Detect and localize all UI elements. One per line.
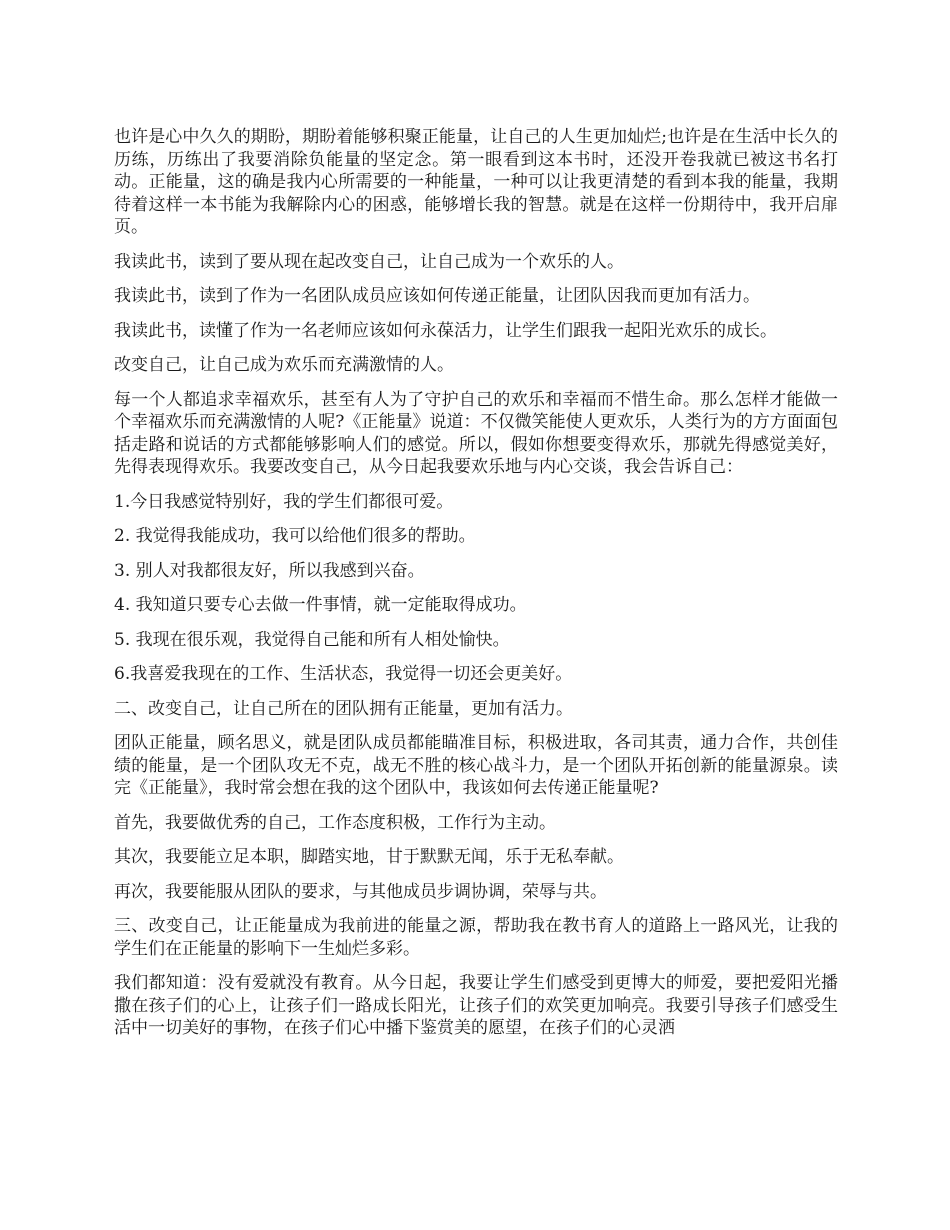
list-item-5: 5. 我现在很乐观，我觉得自己能和所有人相处愉快。 — [114, 629, 510, 650]
list-item-6: 6.我喜爱我现在的工作、生活状态，我觉得一切还会更美好。 — [114, 664, 573, 684]
paragraph-read-3: 我读此书，读懂了作为一名老师应该如何永葆活力，让学生们跟我一起阳光欢乐的成长。 — [114, 320, 777, 341]
list-item-3: 3. 别人对我都很友好，所以我感到兴奋。 — [114, 560, 425, 581]
section-heading-1: 改变自己，让自己成为欢乐而充满激情的人。 — [114, 355, 454, 375]
list-item-2: 2. 我觉得我能成功，我可以给他们很多的帮助。 — [114, 526, 476, 546]
document-body — [114, 126, 838, 1052]
paragraph-read-1: 我读此书，读到了要从现在起改变自己，让自己成为一个欢乐的人。 — [114, 251, 624, 272]
paragraph-third: 再次，我要能服从团队的要求，与其他成员步调协调，荣辱与共。 — [114, 881, 607, 902]
paragraph-first: 首先，我要做优秀的自己，工作态度积极，工作行为主动。 — [114, 812, 556, 833]
paragraph-education: 我们都知道：没有爱就没有教育。从今日起，我要让学生们感受到更博大的师爱，要把爱阳光播撒在孩子们的心上，让孩子们一路成长阳光，让孩子们的欢笑更加响亮。我要引导孩子们感受生活中一切美好的事物，在孩子们心中播下鉴赏美的愿望，在孩子们的心灵洒 — [114, 973, 838, 1038]
paragraph-second: 其次，我要能立足本职，脚踏实地，甘于默默无闻，乐于无私奉献。 — [114, 847, 624, 867]
paragraph-happiness: 每一个人都追求幸福欢乐，甚至有人为了守护自己的欢乐和幸福而不惜生命。那么怎样才能做一个幸福欢乐而充满激情的人呢?《正能量》说道：不仅微笑能使人更欢乐，人类行为的方方面面包括走路和说话的方式都能够影响人们的感觉。所以，假如你想要变得欢乐，那就先得感觉美好，先得表现得欢乐。我要改变自己，从今日起我要欢乐地与内心交谈，我会告诉自己： — [114, 389, 838, 477]
paragraph-read-2: 我读此书，读到了作为一名团队成员应该如何传递正能量，让团队因我而更加有活力。 — [114, 286, 760, 306]
paragraph-intro: 也许是心中久久的期盼，期盼着能够积聚正能量，让自己的人生更加灿烂;也许是在生活中长久的历练，历练出了我要消除负能量的坚定念。第一眼看到这本书时，还没开卷我就已被这书名打动。正能量，这的确是我内心所需要的一种能量，一种可以让我更清楚的看到本我的能量，我期待着这样一本书能为我解除内心的困惑，能够增长我的智慧。就是在这样一份期待中，我开启扉页。 — [114, 127, 838, 237]
section-heading-2: 二、改变自己，让自己所在的团队拥有正能量，更加有活力。 — [114, 698, 573, 719]
paragraph-team: 团队正能量，顾名思义，就是团队成员都能瞄准目标，积极进取，各司其责，通力合作，共创佳绩的能量，是一个团队攻无不克，战无不胜的核心战斗力，是一个团队开拓创新的能量源泉。读完《正能量》，我时常会想在我的这个团队中，我该如何去传递正能量呢? — [114, 733, 838, 798]
section-heading-3: 三、改变自己，让正能量成为我前进的能量之源，帮助我在教书育人的道路上一路风光，让我的学生们在正能量的影响下一生灿烂多彩。 — [114, 916, 838, 959]
list-item-1: 1.今日我感觉特别好，我的学生们都很可爱。 — [114, 491, 454, 512]
list-item-4: 4. 我知道只要专心去做一件事情，就一定能取得成功。 — [114, 595, 527, 615]
